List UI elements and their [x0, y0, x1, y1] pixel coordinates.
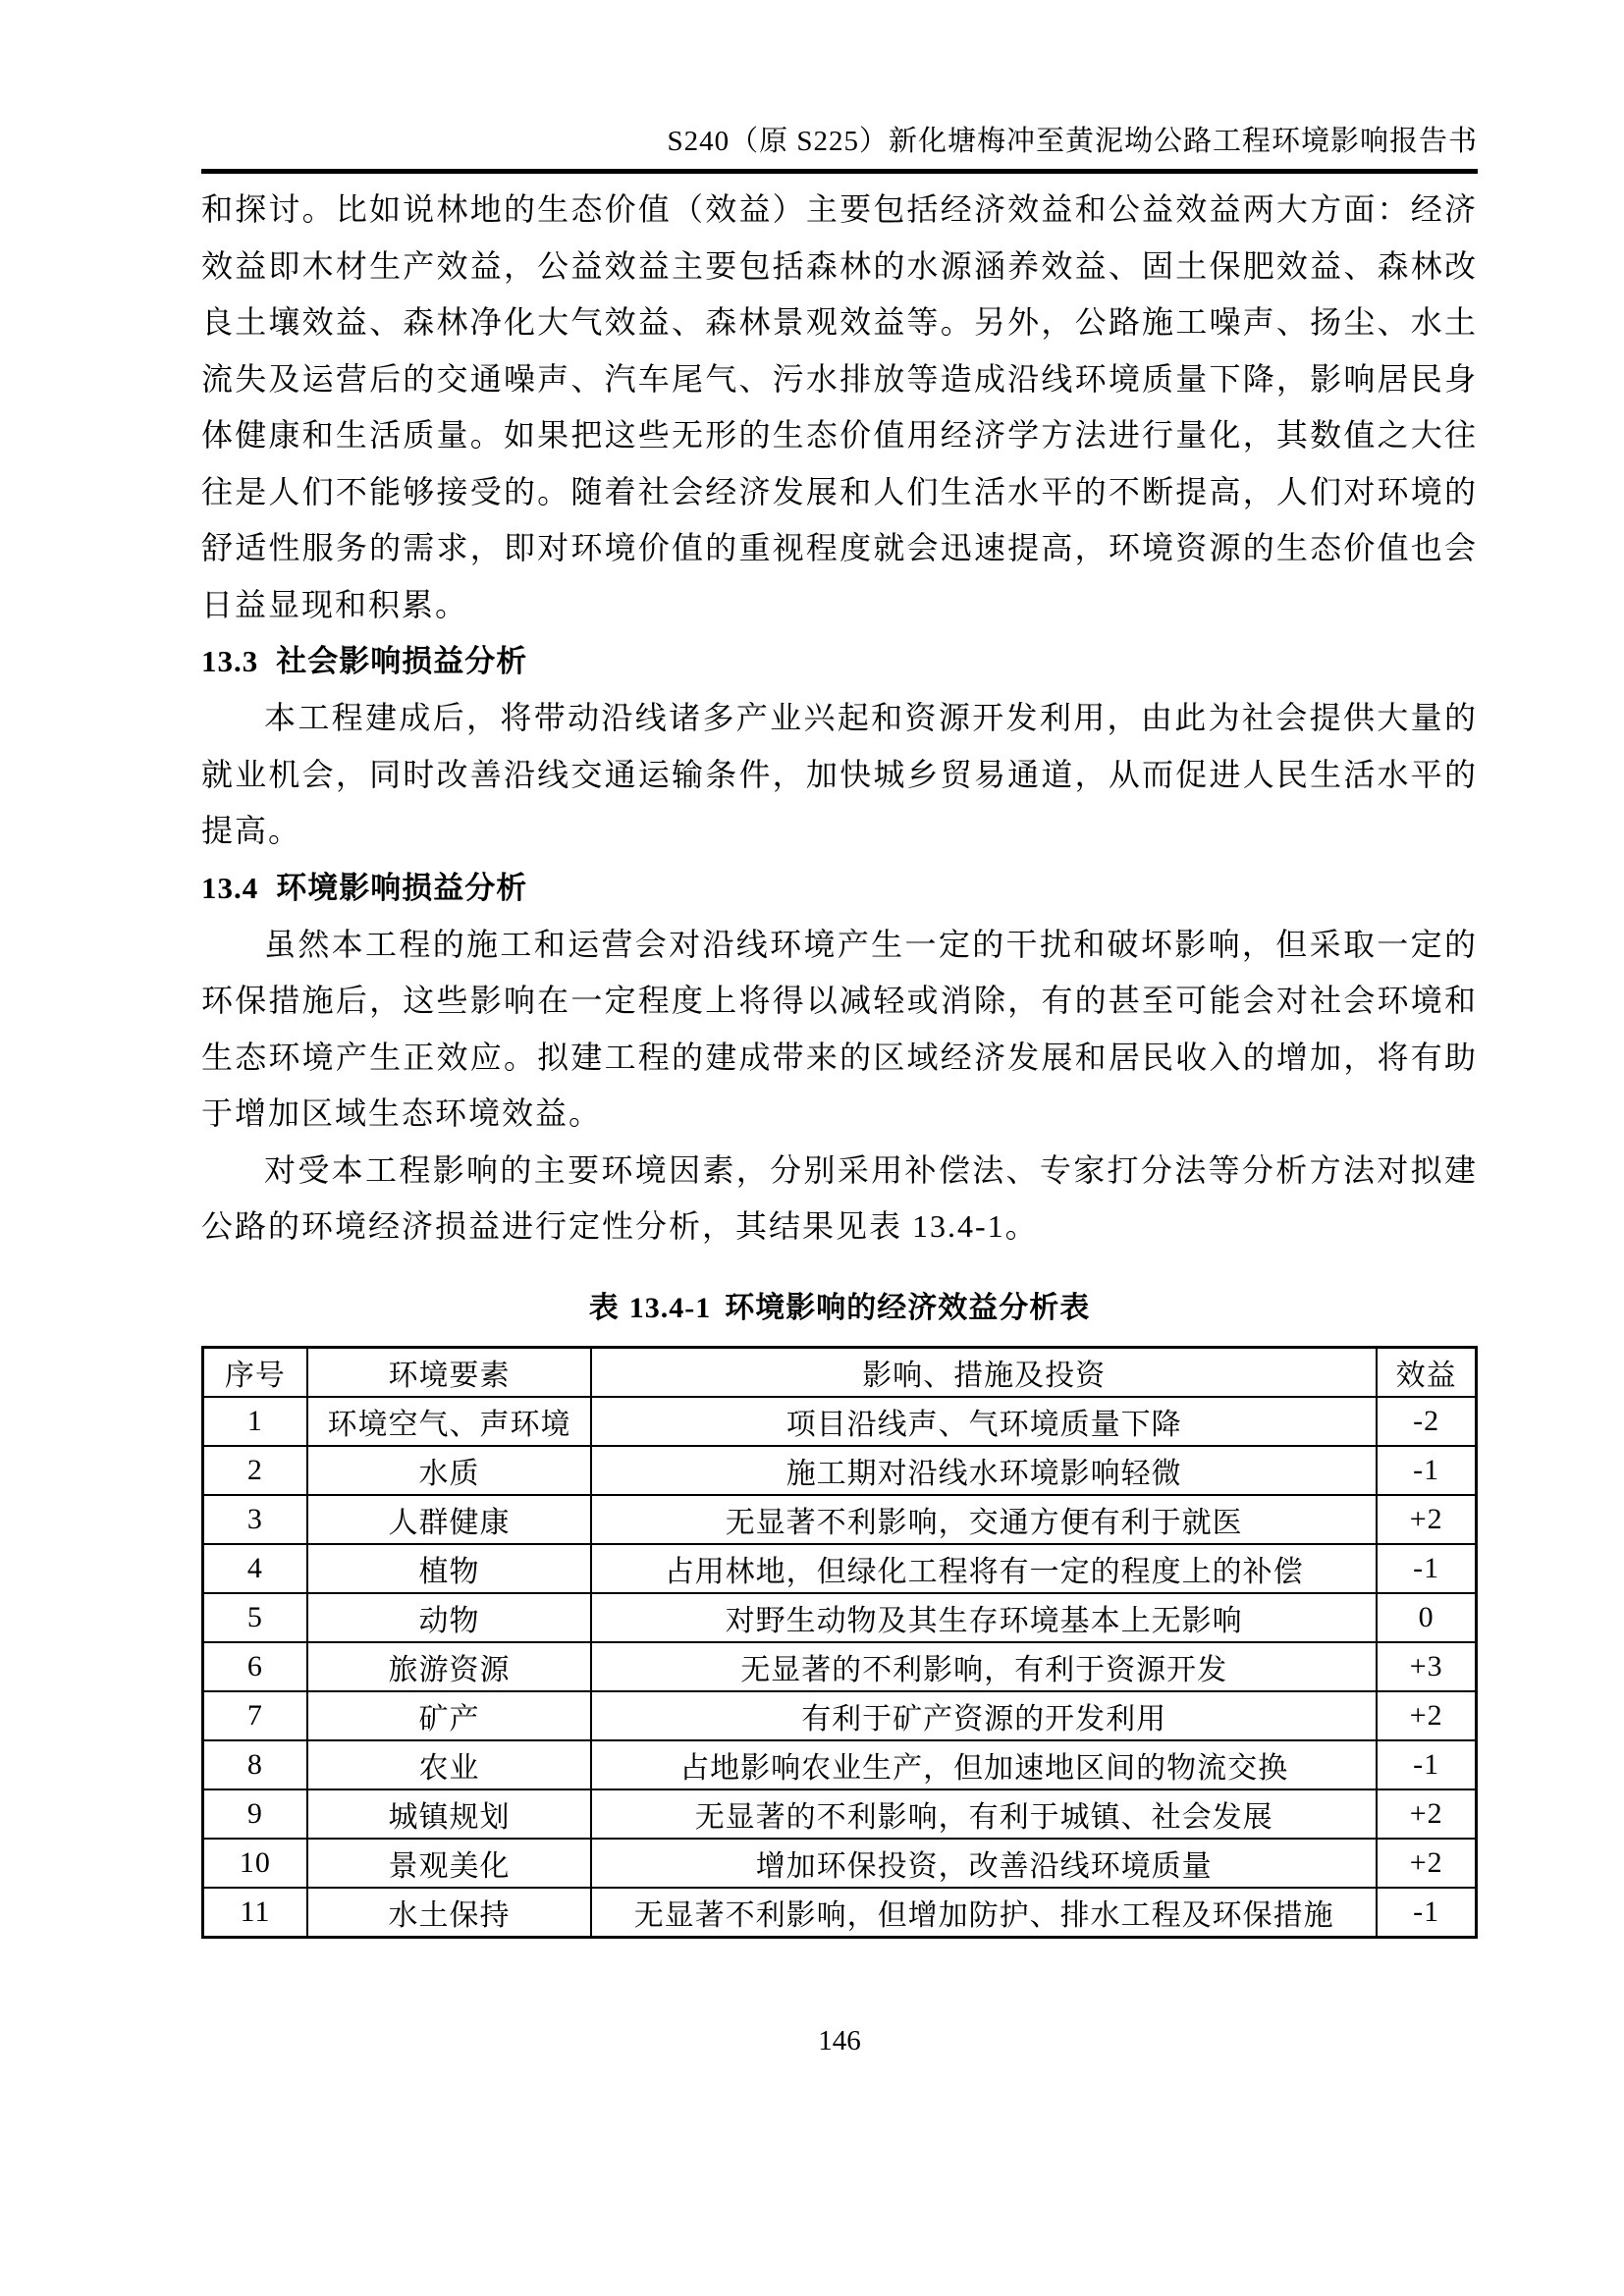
table-cell: -1 [1377, 1740, 1476, 1789]
table-cell: 4 [203, 1544, 307, 1593]
table-cell: 项目沿线声、气环境质量下降 [591, 1397, 1377, 1446]
table-cell: 占地影响农业生产，但加速地区间的物流交换 [591, 1740, 1377, 1789]
table-cell: +2 [1377, 1495, 1476, 1544]
paragraph-analysis-method: 对受本工程影响的主要环境因素，分别采用补偿法、专家打分法等分析方法对拟建公路的环境经济损益进行定性分析，其结果见表 13.4-1。 [201, 1151, 1478, 1244]
caption-number: 13.4-1 [628, 1291, 712, 1324]
table-header-row [203, 1347, 1477, 1397]
table-cell: 8 [203, 1740, 307, 1789]
table-row [203, 1593, 1477, 1642]
table-cell: 环境空气、声环境 [307, 1397, 591, 1446]
table-cell: 水土保持 [307, 1888, 591, 1938]
table-cell: -1 [1377, 1888, 1476, 1938]
running-header: S240（原 S225）新化塘梅冲至黄泥坳公路工程环境影响报告书 [667, 126, 1478, 157]
table-cell: 3 [203, 1495, 307, 1544]
table-cell: 动物 [307, 1593, 591, 1642]
table-row [203, 1839, 1477, 1888]
table-cell: 2 [203, 1446, 307, 1495]
section-heading-13-4 [201, 860, 1478, 917]
table-cell: -2 [1377, 1397, 1476, 1446]
table-cell: 增加环保投资，改善沿线环境质量 [591, 1839, 1377, 1888]
header-cell-factor: 环境要素 [307, 1347, 591, 1397]
section-heading-13-3 [201, 633, 1478, 690]
table-cell: 有利于矿产资源的开发利用 [591, 1691, 1377, 1740]
table-cell: 农业 [307, 1740, 591, 1789]
section-title: 环境影响损益分析 [276, 870, 528, 905]
header-cell-index: 序号 [203, 1347, 307, 1397]
table-row [203, 1544, 1477, 1593]
table-row [203, 1888, 1477, 1938]
table-cell: 无显著的不利影响，有利于城镇、社会发展 [591, 1789, 1377, 1839]
table-row [203, 1397, 1477, 1446]
table-cell: 9 [203, 1789, 307, 1839]
table-row [203, 1446, 1477, 1495]
table-cell: +2 [1377, 1789, 1476, 1839]
table-cell: 7 [203, 1691, 307, 1740]
header-rule [201, 169, 1478, 174]
table-cell: -1 [1377, 1544, 1476, 1593]
table-cell: +2 [1377, 1839, 1476, 1888]
caption-title: 环境影响的经济效益分析表 [725, 1291, 1091, 1324]
body-text [201, 182, 1478, 1255]
section-number: 13.3 [201, 644, 259, 678]
table-cell: 11 [203, 1888, 307, 1938]
table-cell: 无显著不利影响，交通方便有利于就医 [591, 1495, 1377, 1544]
table-row [203, 1642, 1477, 1691]
page-number: 146 [818, 2024, 861, 2056]
table-cell: 人群健康 [307, 1495, 591, 1544]
table-cell: 施工期对沿线水环境影响轻微 [591, 1446, 1377, 1495]
paragraph-ecology-value: 和探讨。比如说林地的生态价值（效益）主要包括经济效益和公益效益两大方面：经济效益即木材生产效益，公益效益主要包括森林的水源涵养效益、固土保肥效益、森林改良土壤效益、森林净化大气效益、森林景观效益等。另外，公路施工噪声、扬尘、水土流失及运营后的交通噪声、汽车尾气、污水排放等造成沿线环境质量下降，影响居民身体健康和生活质量。如果把这些无形的生态价值用经济学方法进行量化，其数值之大往往是人们不能够接受的。随着社会经济发展和人们生活水平的不断提高，人们对环境的舒适性服务的需求，即对环境价值的重视程度就会迅速提高，环境资源的生态价值也会日益显现和积累。 [201, 191, 1478, 622]
table-cell: 城镇规划 [307, 1789, 591, 1839]
table-row [203, 1789, 1477, 1839]
table-cell: 对野生动物及其生存环境基本上无影响 [591, 1593, 1377, 1642]
table-cell: 10 [203, 1839, 307, 1888]
table-cell: 1 [203, 1397, 307, 1446]
table-cell: 5 [203, 1593, 307, 1642]
table-cell: 景观美化 [307, 1839, 591, 1888]
table-row [203, 1740, 1477, 1789]
table-caption [201, 1283, 1478, 1326]
table-row [203, 1495, 1477, 1544]
table-cell: +2 [1377, 1691, 1476, 1740]
table-cell: 0 [1377, 1593, 1476, 1642]
table-cell: 旅游资源 [307, 1642, 591, 1691]
table-cell: -1 [1377, 1446, 1476, 1495]
table-cell: 占用林地，但绿化工程将有一定的程度上的补偿 [591, 1544, 1377, 1593]
page-content [201, 0, 1478, 2057]
paragraph-environment-benefit: 虽然本工程的施工和运营会对沿线环境产生一定的干扰和破坏影响，但采取一定的环保措施后，这些影响在一定程度上将得以减轻或消除，有的甚至可能会对社会环境和生态环境产生正效应。拟建工程的建成带来的区域经济发展和居民收入的增加，将有助于增加区域生态环境效益。 [201, 926, 1478, 1131]
table-cell: 6 [203, 1642, 307, 1691]
table-cell: 无显著的不利影响，有利于资源开发 [591, 1642, 1377, 1691]
paragraph-social-benefit: 本工程建成后，将带动沿线诸多产业兴起和资源开发利用，由此为社会提供大量的就业机会，同时改善沿线交通运输条件，加快城乡贸易通道，从而促进人民生活水平的提高。 [201, 700, 1478, 848]
section-title: 社会影响损益分析 [276, 644, 528, 678]
header-cell-benefit: 效益 [1377, 1347, 1476, 1397]
header-cell-impact: 影响、措施及投资 [591, 1347, 1377, 1397]
table-cell: 矿产 [307, 1691, 591, 1740]
benefit-analysis-table [201, 1346, 1478, 1939]
table-cell: 植物 [307, 1544, 591, 1593]
table-body [203, 1397, 1477, 1938]
table-cell: 无显著不利影响，但增加防护、排水工程及环保措施 [591, 1888, 1377, 1938]
table-cell: 水质 [307, 1446, 591, 1495]
table-row [203, 1691, 1477, 1740]
caption-prefix: 表 [588, 1291, 620, 1324]
section-number: 13.4 [201, 870, 259, 905]
table-cell: +3 [1377, 1642, 1476, 1691]
